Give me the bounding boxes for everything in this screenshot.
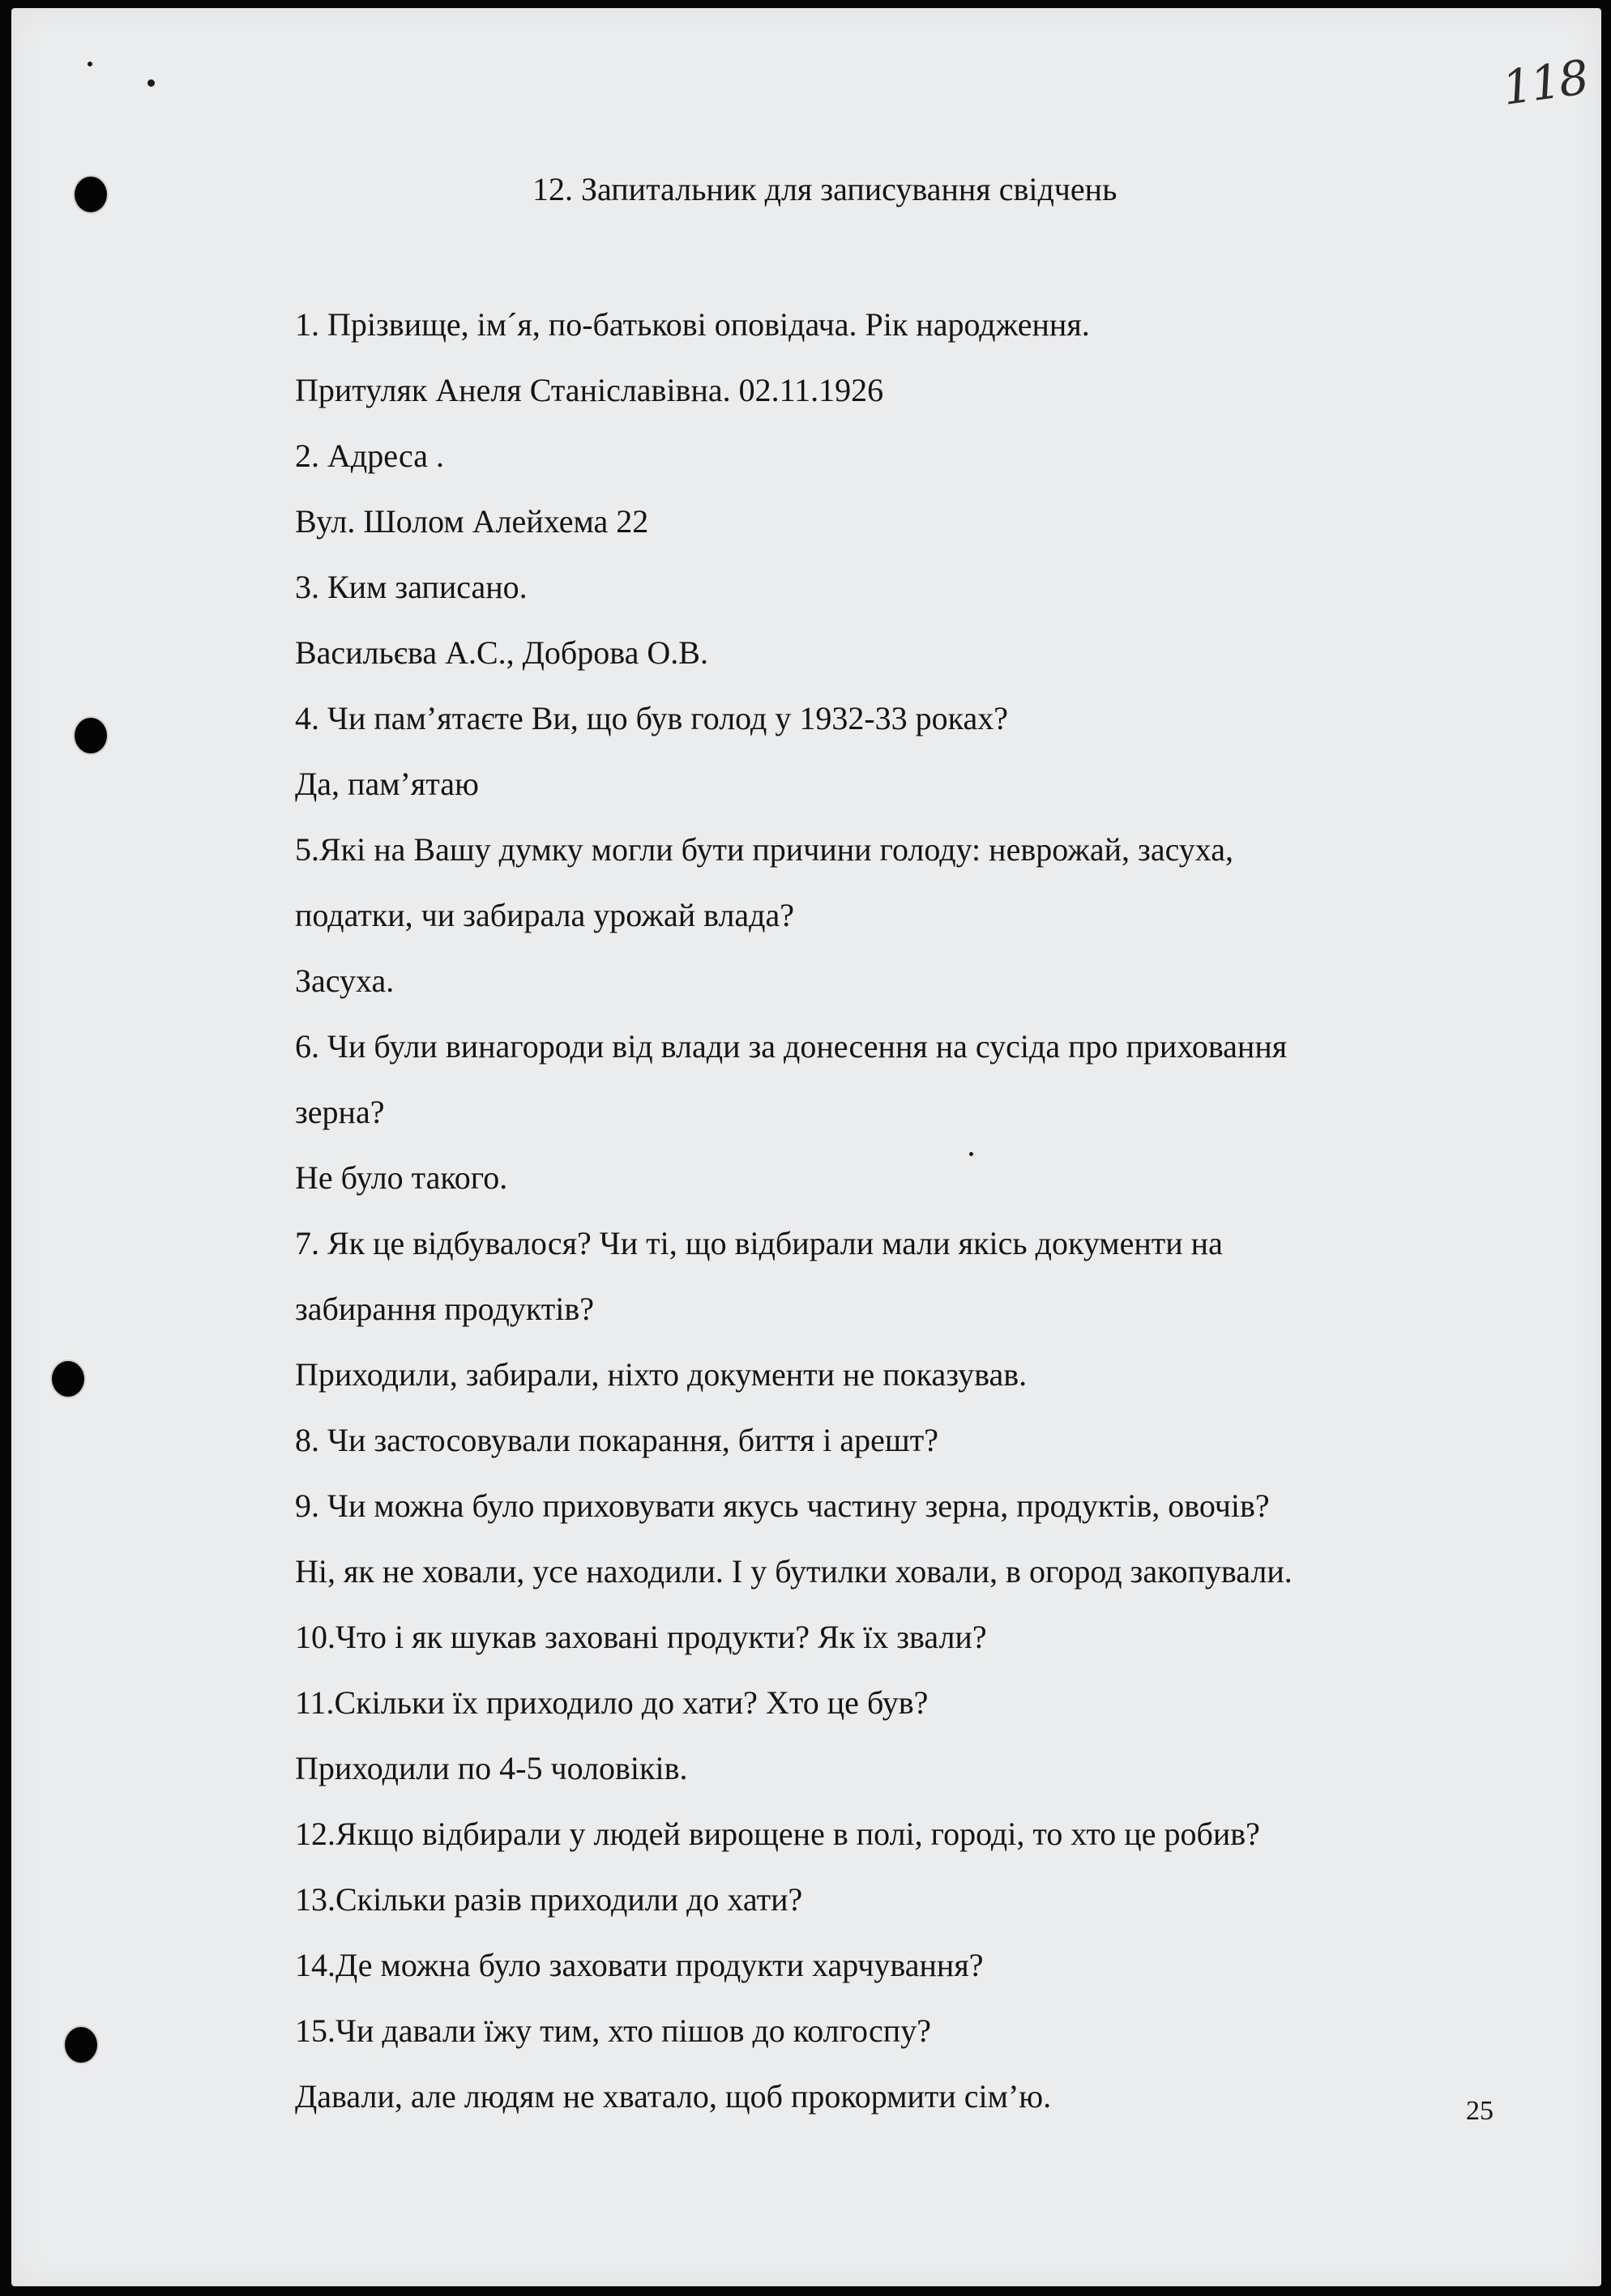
text-line: Давали, але людям не хватало, щоб прокормити сім’ю. <box>295 2078 1052 2115</box>
text-line: Приходили, забирали, ніхто документи не показував. <box>295 1356 1028 1393</box>
text-line: податки, чи забирала урожай влада? <box>295 897 795 933</box>
paper-speck <box>147 79 155 87</box>
text-line: 5.Які на Вашу думку могли бути причини голоду: неврожай, засуха, <box>295 831 1234 868</box>
text-line: 1. Прізвище, ім´я, по-батькові оповідача. Рік народження. <box>295 306 1090 343</box>
text-line: 7. Як це відбувалося? Чи ті, що відбирали мали якісь документи на <box>295 1225 1223 1261</box>
text-line: 8. Чи застосовували покарання, биття і арешт? <box>295 1422 938 1458</box>
text-line: Васильєва А.С., Доброва О.В. <box>295 634 708 671</box>
text-line: зерна? <box>295 1094 385 1130</box>
text-line: 14.Де можна було заховати продукти харчування? <box>295 1947 984 1983</box>
text-line: 10.Что і як шукав заховані продукти? Як їх звали? <box>295 1619 987 1655</box>
text-line: Приходили по 4-5 чоловіків. <box>295 1750 688 1786</box>
text-line: Засуха. <box>295 962 395 999</box>
text-line: 15.Чи давали їжу тим, хто пішов до колгоспу? <box>295 2012 931 2049</box>
text-line: 13.Скільки разів приходили до хати? <box>295 1881 803 1918</box>
text-line: 11.Скільки їх приходило до хати? Хто це був? <box>295 1684 929 1721</box>
document-page <box>11 8 1601 2286</box>
text-line: 12.Якщо відбирали у людей вирощене в полі, городі, то хто це робив? <box>295 1816 1260 1852</box>
document-title: 12. Запитальник для записування свідчень <box>532 171 1117 207</box>
text-line: Вул. Шолом Алейхема 22 <box>295 503 649 540</box>
text-line: Ні, як не ховали, усе находили. І у бутилки ховали, в огород закопували. <box>295 1553 1293 1590</box>
text-line: 6. Чи були винагороди від влади за донесення на сусіда про приховання <box>295 1028 1288 1065</box>
paper-speck <box>88 62 92 66</box>
text-line: 3. Ким записано. <box>295 569 528 605</box>
page-number: 25 <box>1466 2096 1493 2126</box>
handwritten-archive-number: 118 <box>1498 49 1591 116</box>
punch-hole <box>73 716 109 755</box>
text-line: Да, пам’ятаю <box>295 766 479 802</box>
text-line: Не було такого. <box>295 1159 508 1196</box>
text-line: 2. Адреса . <box>295 437 444 474</box>
punch-hole <box>73 175 109 214</box>
text-line: 4. Чи пам’ятаєте Ви, що був голод у 1932-33 роках? <box>295 700 1009 736</box>
text-line: забирання продуктів? <box>295 1291 595 1327</box>
punch-hole <box>63 2025 99 2064</box>
text-line: 9. Чи можна було приховувати якусь частину зерна, продуктів, овочів? <box>295 1487 1270 1524</box>
punch-hole <box>50 1359 86 1398</box>
text-line: Притуляк Анеля Станіславівна. 02.11.1926 <box>295 372 884 408</box>
questionnaire-text <box>295 301 1470 2139</box>
